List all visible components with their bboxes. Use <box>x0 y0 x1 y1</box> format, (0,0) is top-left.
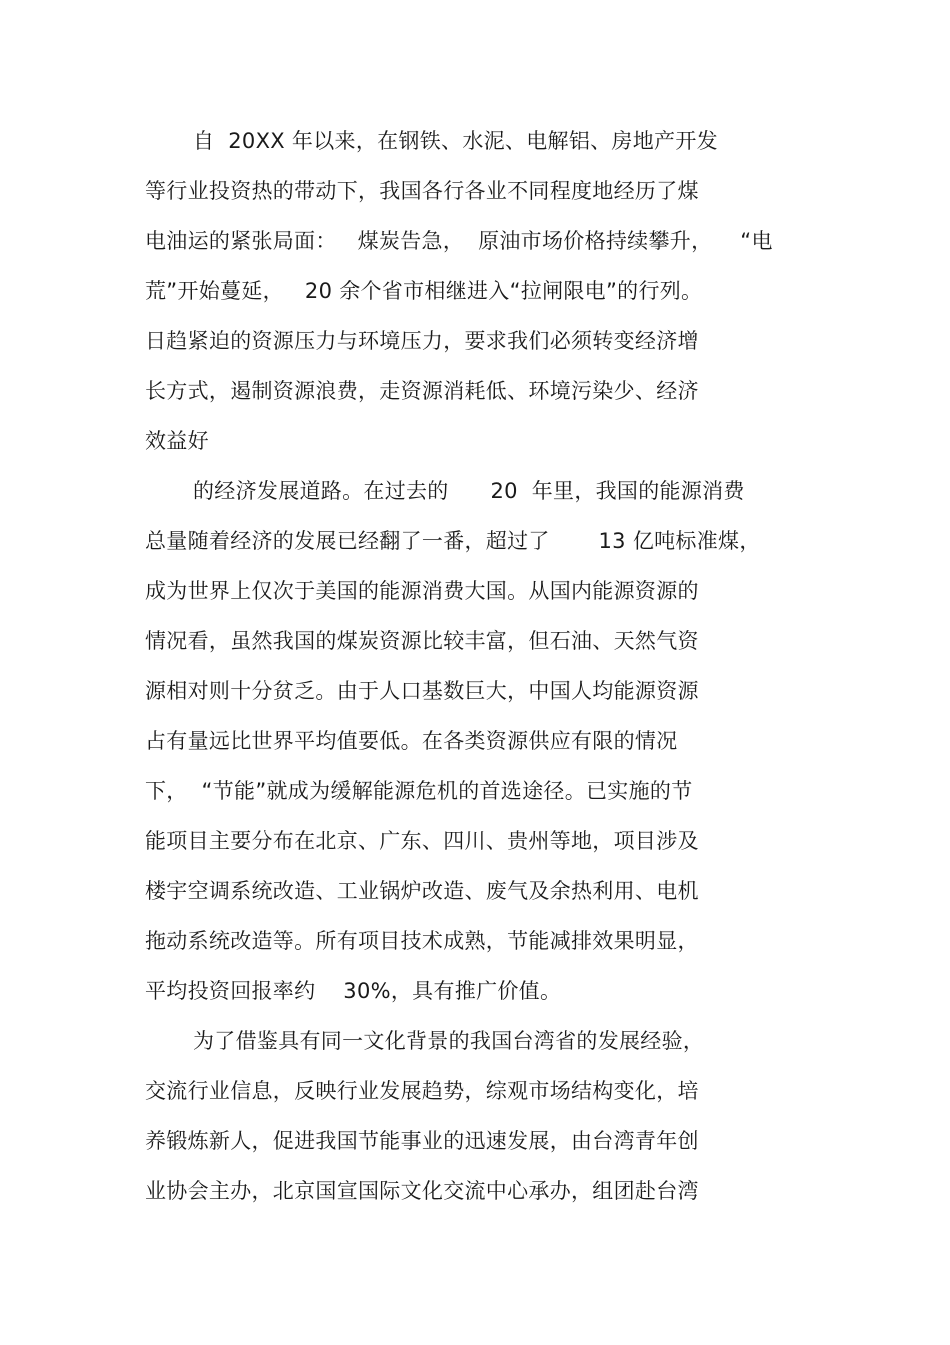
text-line: 业协会主办，北京国宣国际文化交流中心承办，组团赴台湾 <box>145 1179 699 1203</box>
text-line: 总量随着经济的发展已经翻了一番，超过了 13 亿吨标准煤， <box>145 529 761 553</box>
text-line: 的经济发展道路。在过去的 20 年里，我国的能源消费 <box>193 479 745 503</box>
text-line: 日趋紧迫的资源压力与环境压力，要求我们必须转变经济增 <box>145 329 699 353</box>
text-line: 情况看，虽然我国的煤炭资源比较丰富，但石油、天然气资 <box>145 629 699 653</box>
text-line: 平均投资回报率约 30%，具有推广价值。 <box>145 979 562 1003</box>
text-line: 下， “节能”就成为缓解能源危机的首选途径。已实施的节 <box>145 779 693 803</box>
text-line: 成为世界上仅次于美国的能源消费大国。从国内能源资源的 <box>145 579 699 603</box>
text-line: 养锻炼新人，促进我国节能事业的迅速发展，由台湾青年创 <box>145 1129 699 1153</box>
text-line: 交流行业信息，反映行业发展趋势，综观市场结构变化，培 <box>145 1079 699 1103</box>
text-line: 自 20XX 年以来，在钢铁、水泥、电解铝、房地产开发 <box>193 129 718 153</box>
text-line: 长方式，遏制资源浪费，走资源消耗低、环境污染少、经济 <box>145 379 699 403</box>
text-line: 拖动系统改造等。所有项目技术成熟，节能减排效果明显， <box>145 929 699 953</box>
text-line: 电油运的紧张局面： 煤炭告急， 原油市场价格持续攀升， “电 <box>145 229 773 253</box>
text-line: 等行业投资热的带动下，我国各行各业不同程度地经历了煤 <box>145 179 699 203</box>
text-line: 荒”开始蔓延， 20 余个省市相继进入“拉闸限电”的行列。 <box>145 279 703 303</box>
text-line: 占有量远比世界平均值要低。在各类资源供应有限的情况 <box>145 729 678 753</box>
text-line: 能项目主要分布在北京、广东、四川、贵州等地，项目涉及 <box>145 829 699 853</box>
text-line: 楼宇空调系统改造、工业锅炉改造、废气及余热利用、电机 <box>145 879 699 903</box>
text-line: 为了借鉴具有同一文化背景的我国台湾省的发展经验， <box>193 1029 705 1053</box>
text-line: 效益好 <box>145 429 209 453</box>
text-line: 源相对则十分贫乏。由于人口基数巨大，中国人均能源资源 <box>145 679 699 703</box>
